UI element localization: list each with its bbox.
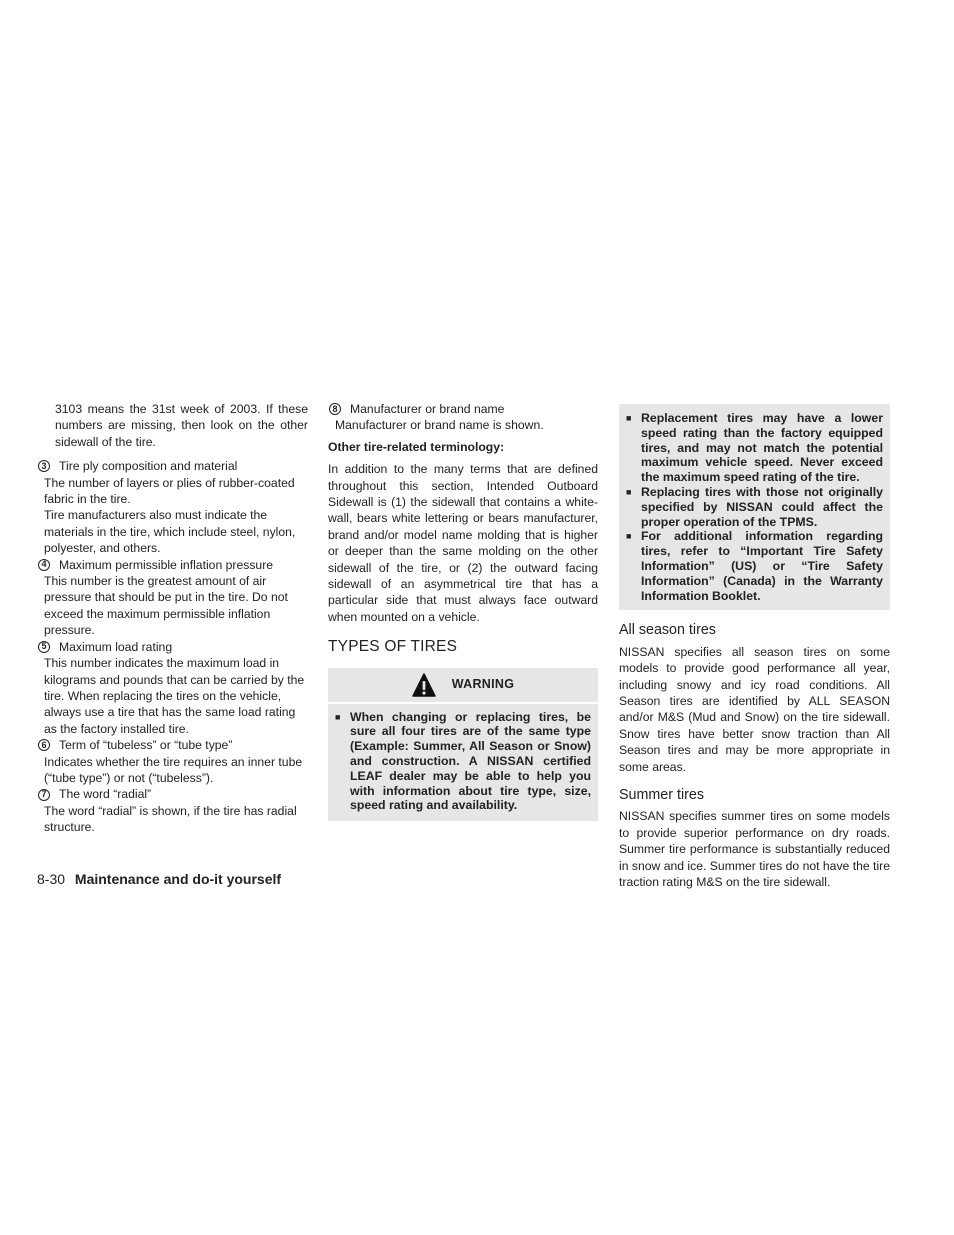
item-body: Tire manufacturers also must indicate the materials in the tire, which include steel, nylon, polyester, and others. <box>44 508 296 556</box>
list-item <box>37 786 308 835</box>
item-number-badge: 4 <box>38 559 50 571</box>
page-number: 8-30 <box>37 871 66 887</box>
item-body: Indicates whether the tire requires an inner tube (“tube type”) or not (“tubeless”). <box>44 754 303 785</box>
warning-bullet <box>335 710 591 814</box>
item-number-badge: 7 <box>38 789 50 801</box>
section-title: TYPES OF TIRES <box>328 638 458 656</box>
item-body: The word “radial” is shown, if the tire has radial structure. <box>44 803 297 835</box>
item-number-badge: 3 <box>38 460 50 472</box>
intro-paragraph: 3103 means the 31st week of 2003. If these numbers are missing, then look on the other sidewall of the tire. <box>55 402 308 449</box>
column-right <box>619 404 890 890</box>
item-heading <box>37 458 308 474</box>
all-season-title: All season tires <box>619 622 716 639</box>
item-heading <box>37 786 308 802</box>
item-title: Maximum load rating <box>59 639 173 654</box>
item-title: Maximum permissible inflation pressure <box>59 557 274 572</box>
warning-icon <box>412 673 436 697</box>
item-body: This number indicates the maximum load in kilograms and pounds that can be carried by the tire. When replacing the tires on the vehicle, always use a tire that has the same load rating as the factory installed tire. <box>44 656 305 736</box>
item-title: Term of “tubeless” or “tube type” <box>59 738 233 753</box>
item-number-badge: 6 <box>38 739 50 751</box>
other-terminology-text: In addition to the many terms that are defined throughout this section, Intended Outboard Sidewall is (1) the sidewall that contains a white-wall, bears white lettering or bears manufacturer, brand and/or model name molding that is higher or deeper than the same molding on the other sidewall of the tire, or (2) the outward facing sidewall of an asymmetrical tire that has a particular side that must always face outward when mounted on a vehicle. <box>328 462 598 624</box>
summer-text: NISSAN specifies summer tires on some models to provide superior performance on dry roads. Summer tire performance is substantially reduced in snow and ice. Summer tires do not have the tire traction rating M&S on the tire sidewall. <box>619 809 890 890</box>
bullet-icon: ■ <box>626 531 632 542</box>
warning-body <box>328 704 598 822</box>
list-item <box>37 639 308 737</box>
list-item <box>37 557 308 639</box>
item-body: This number is the greatest amount of air pressure that should be put in the tire. Do not exceed the maximum permissible inflation pressure. <box>44 574 288 638</box>
summer-title: Summer tires <box>619 787 704 804</box>
list-item <box>328 401 598 434</box>
item-heading <box>37 639 308 655</box>
item-title: Tire ply composition and material <box>59 459 238 474</box>
warning-label: WARNING <box>451 677 515 692</box>
all-season-text: NISSAN specifies all season tires on some models to provide good performance all year, including snowy and icy road conditions. All Season tires are identified by ALL SEASON and/or M&S (Mud and Snow) on the tire sidewall. Snow tires have better snow traction than All Season tires and may be more appropriate in some areas. <box>619 644 890 774</box>
other-terminology-heading: Other tire-related terminology: <box>328 439 505 454</box>
item-heading <box>37 737 308 753</box>
caution-bullet-text: Replacement tires may have a lower speed rating than the factory equipped tires, and may not match the potential maximum vehicle speed. Never exceed the maximum speed rating of the tire. <box>641 411 883 485</box>
caution-bullet <box>626 529 883 603</box>
warning-box <box>328 668 598 822</box>
list-item <box>37 458 308 556</box>
page-footer <box>37 870 281 888</box>
warning-header <box>328 668 598 704</box>
bullet-icon: ■ <box>335 711 341 722</box>
bullet-icon: ■ <box>626 413 632 423</box>
caution-bullet <box>626 485 883 529</box>
item-body: The number of layers or plies of rubber-coated fabric in the tire. <box>44 475 295 507</box>
column-middle <box>328 401 598 821</box>
chapter-title: Maintenance and do-it yourself <box>74 871 282 887</box>
item-number-badge: 8 <box>329 403 341 415</box>
caution-bullet-text: For additional information regarding tires, refer to “Important Tire Safety Information” (US) or “Tire Safety Information” (Canada) in the Warranty Information Booklet. <box>641 529 883 603</box>
list-item <box>37 737 308 786</box>
warning-bullet-text: When changing or replacing tires, be sure all four tires are of the same type (Example: Summer, All Season or Snow) and construction. A NISSAN certified LEAF dealer may be able to help you with information about tire type, size, speed rating and availability. <box>350 709 591 813</box>
caution-box <box>619 404 890 610</box>
bullet-icon: ■ <box>626 486 632 497</box>
item-number-badge: 5 <box>38 641 50 653</box>
item-heading <box>37 557 308 573</box>
caution-bullet <box>626 411 883 485</box>
caution-bullet-text: Replacing tires with those not originally specified by NISSAN could affect the proper operation of the TPMS. <box>641 484 883 529</box>
item-body: Manufacturer or brand name is shown. <box>335 418 544 433</box>
column-left <box>37 401 308 836</box>
item-title: The word “radial” <box>59 787 152 802</box>
item-title: Manufacturer or brand name <box>350 402 505 416</box>
item-heading <box>328 401 598 417</box>
